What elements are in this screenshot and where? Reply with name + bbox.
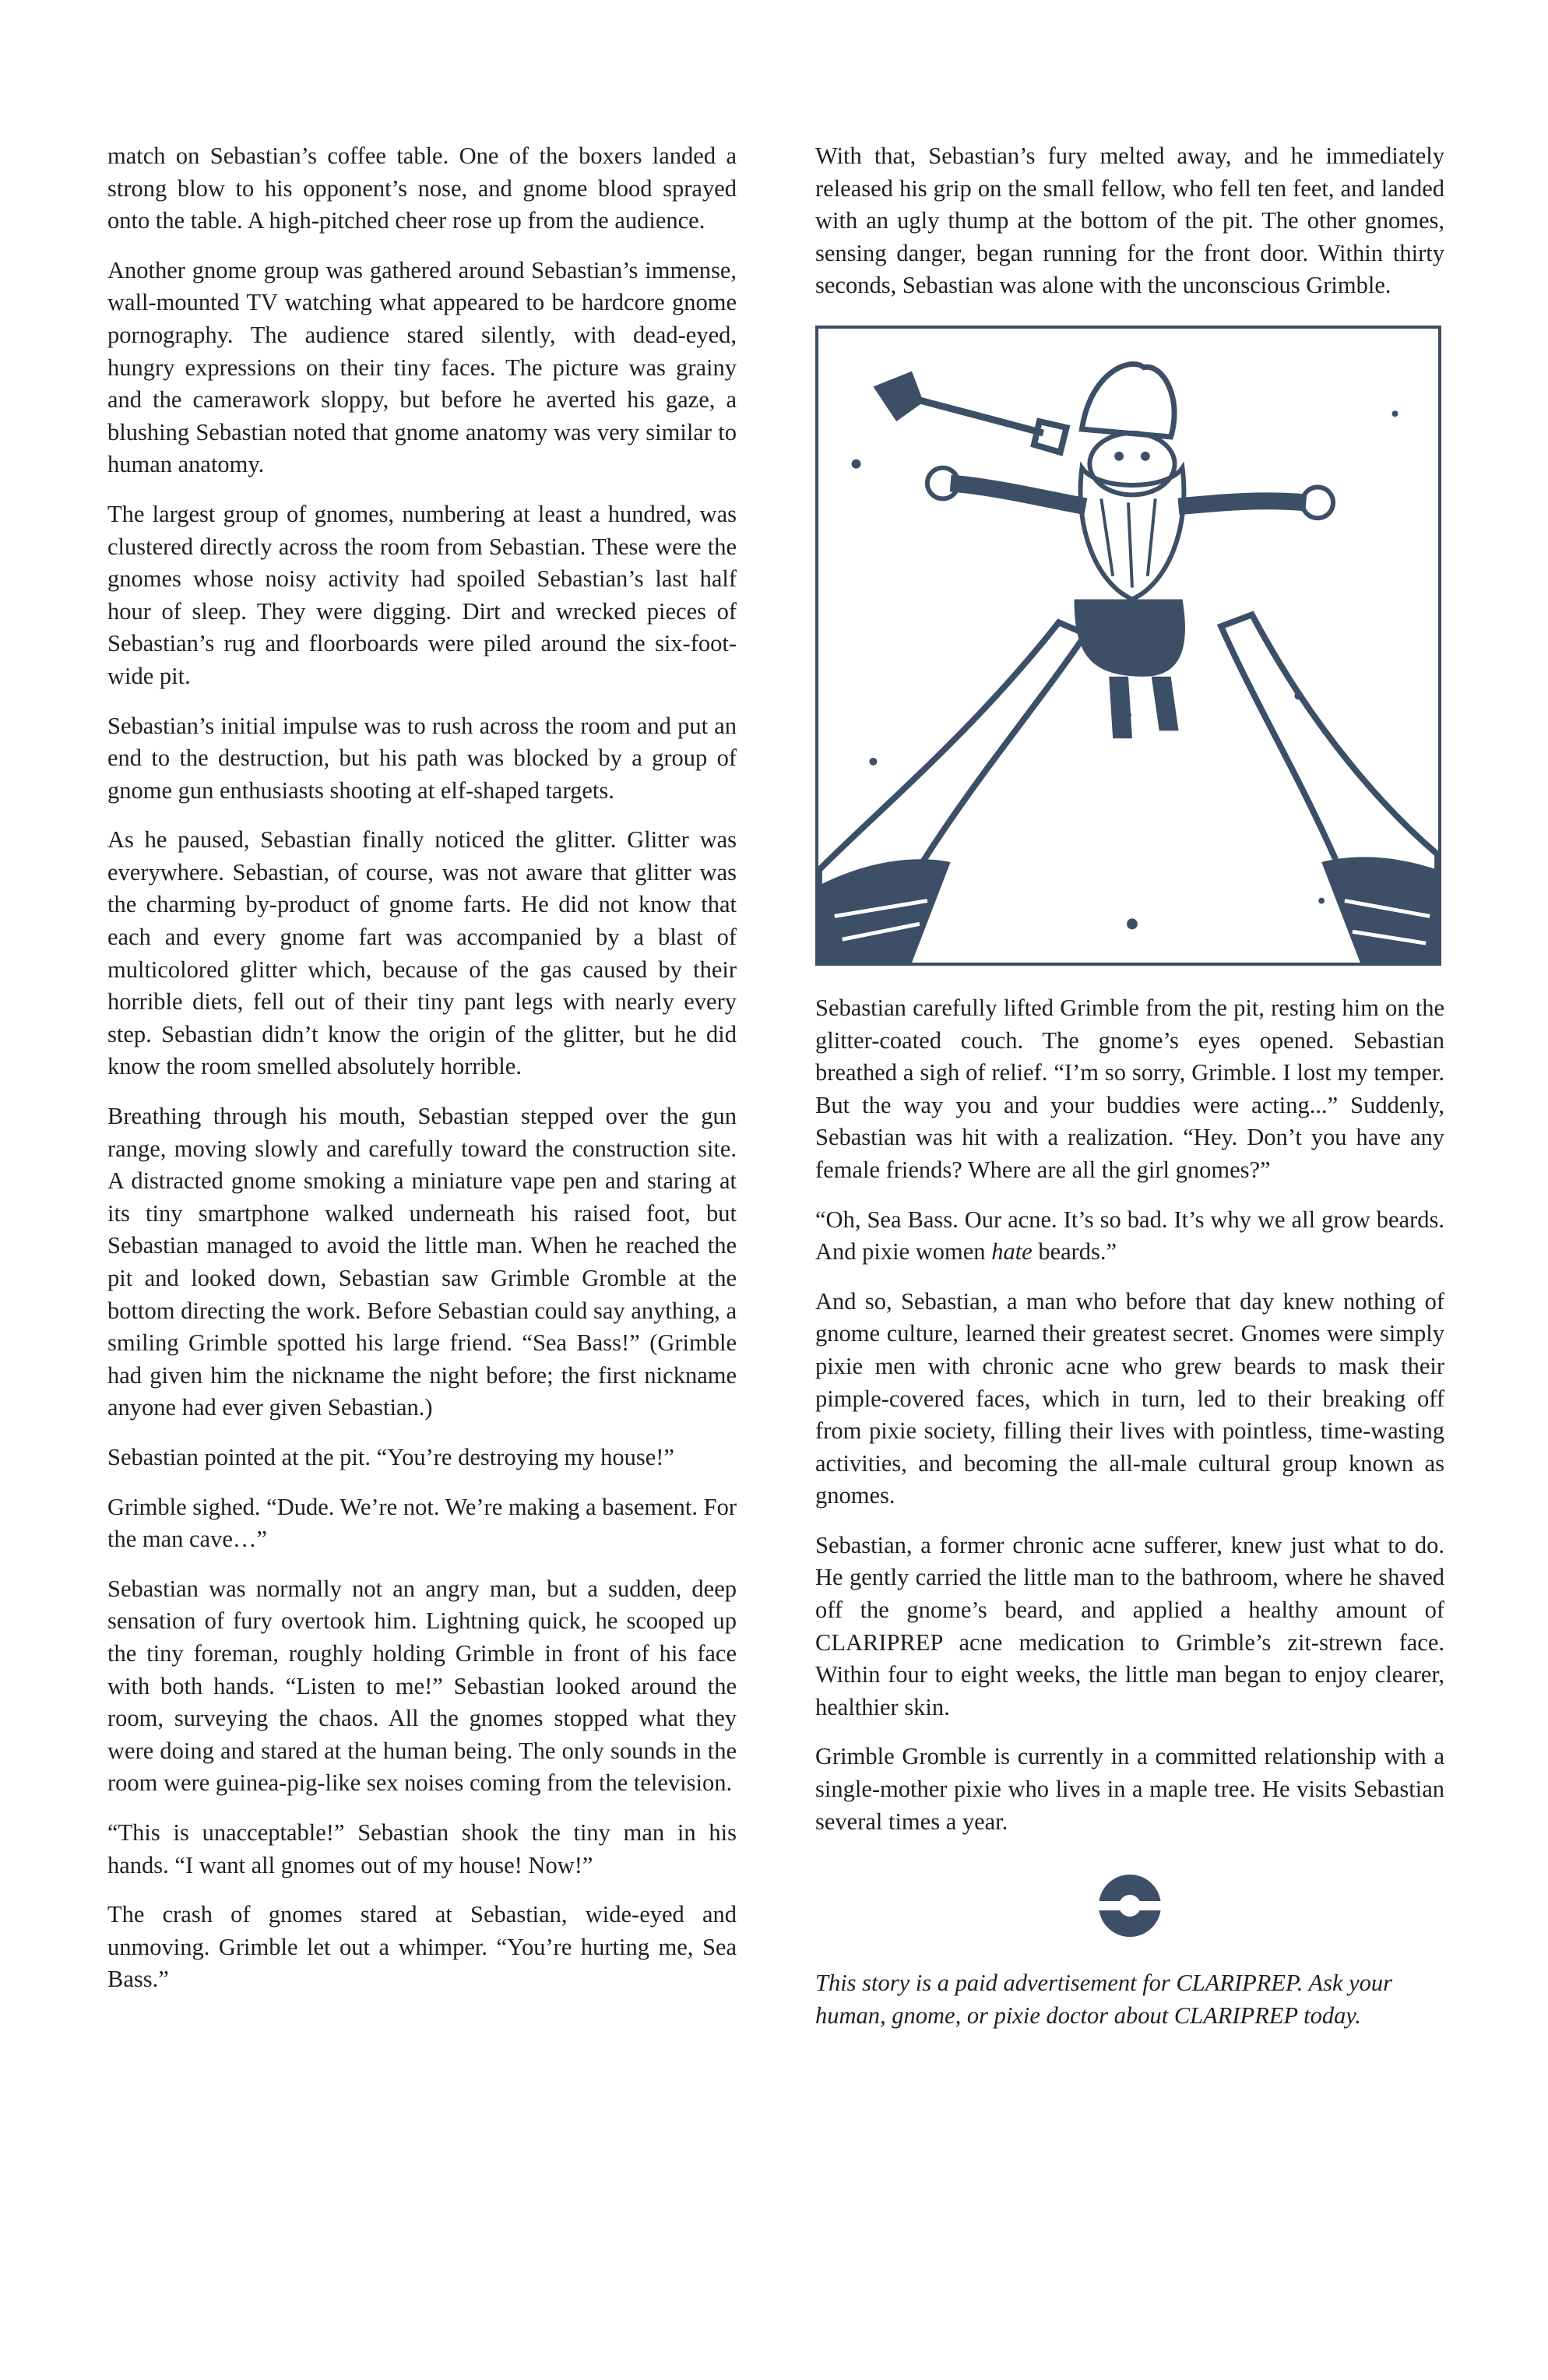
- end-of-story-circle-icon: [1095, 1871, 1165, 1941]
- story-paragraph: Grimble sighed. “Dude. We’re not. We’re making a basement. For the man cave…”: [107, 1493, 737, 1553]
- story-paragraph: With that, Sebastian’s fury melted away, and he immediately released his grip on the small fellow, who fell ten feet, and landed with an ugly thump at the bottom of the pit. The other gnomes, sensing danger, began running for the front door. Within thirty seconds, Sebastian was alone with the unconscious Grimble.: [815, 143, 1444, 299]
- story-paragraph: Sebastian carefully lifted Grimble from the pit, resting him on the glitter-coated couch. The gnome’s eyes opened. Sebastian breathed a sigh of relief. “I’m so sorry, Grimble. I lost my temper. But the way you and your buddies were acting...” Suddenly, Sebastian was hit with a realization. “Hey. Don’t you have any female friends? Where are all the girl gnomes?”: [815, 994, 1444, 1183]
- story-paragraph: And so, Sebastian, a man who before that day knew nothing of gnome culture, learned their greatest secret. Gnomes were simply pixie men with chronic acne who grew beards to mask their pimple-covered faces, which in turn, led to their breaking off from pixie society, filling their lives with pointless, time-wasting activities, and becoming the all-male cultural group known as gnomes.: [815, 1287, 1444, 1509]
- story-paragraph: As he paused, Sebastian finally noticed the glitter. Glitter was everywhere. Sebastian, of course, was not aware that glitter was the charming by-product of gnome farts. He did not know that each and every gnome fart was accompanied by a blast of multicolored glitter which, because of the gas caused by their horrible diets, fell out of their tiny pant legs with nearly every step. Sebastian didn’t know the origin of the glitter, but he did know the room smelled absolutely horrible.: [107, 826, 737, 1080]
- quote-paragraph: [815, 1204, 1444, 1269]
- end-of-story-mark: [815, 1871, 1444, 1941]
- quote-text: “Oh, Sea Bass. Our acne. It’s so bad. It’s why we all grow beards. And pixie women: [815, 1206, 1444, 1266]
- right-column: [815, 140, 1444, 2049]
- gnome-held-aloft-icon: [818, 329, 1438, 963]
- emphasis-word: hate: [991, 1238, 1033, 1266]
- story-paragraph: Breathing through his mouth, Sebastian stepped over the gun range, moving slowly and carefully toward the construction site. A distracted gnome smoking a miniature vape pen and staring at its tiny smartphone walked underneath his raised foot, but Sebastian managed to avoid the little man. When he reached the pit and looked down, Sebastian saw Grimble Gromble at the bottom directing the work. Before Sebastian could say anything, a smiling Grimble spotted his large friend. “Sea Bass!” (Grimble had given him the nickname the night before; the first nickname anyone had ever given Sebastian.): [107, 1103, 737, 1421]
- story-paragraph: match on Sebastian’s coffee table. One of the boxers landed a strong blow to his opponent’s nose, and gnome blood sprayed onto the table. A high-pitched cheer rose up from the audience.: [107, 143, 737, 234]
- story-paragraph: Sebastian, a former chronic acne sufferer, knew just what to do. He gently carried the little man to the bathroom, where he shaved off the gnome’s beard, and applied a healthy amount of CLARIPREP acne medication to Grimble’s zit-strewn face. Within four to eight weeks, the little man began to enjoy clearer, healthier skin.: [815, 1531, 1444, 1720]
- quote-text-end: beards.”: [1032, 1238, 1117, 1266]
- advertisement-disclaimer: This story is a paid advertisement for CLARIPREP. Ask your human, gnome, or pixie doctor about CLARIPREP today.: [815, 1970, 1393, 2029]
- shovel-icon: [873, 371, 1066, 452]
- left-column: [107, 140, 737, 2013]
- story-paragraph: Sebastian was normally not an angry man, but a sudden, deep sensation of fury overtook him. Lightning quick, he scooped up the tiny foreman, roughly holding Grimble in front of his face with both hands. “Listen to me!” Sebastian looked around the room, surveying the chaos. All the gnomes stopped what they were doing and stared at the human being. The only sounds in the room were guinea-pig-like sex noises coming from the television.: [107, 1575, 737, 1797]
- story-paragraph: Another gnome group was gathered around Sebastian’s immense, wall-mounted TV watching what appeared to be hardcore gnome pornography. The audience stared silently, with dead-eyed, hungry expressions on their tiny faces. The picture was grainy and the camerawork sloppy, but before he averted his gaze, a blushing Sebastian noted that gnome anatomy was very similar to human anatomy.: [107, 256, 737, 478]
- story-paragraph: Sebastian pointed at the pit. “You’re destroying my house!”: [107, 1443, 674, 1470]
- story-paragraph: “This is unacceptable!” Sebastian shook the tiny man in his hands. “I want all gnomes out of my house! Now!”: [107, 1818, 737, 1878]
- story-paragraph: Grimble Gromble is currently in a committed relationship with a single-mother pixie who lives in a maple tree. He visits Sebastian several times a year.: [815, 1743, 1444, 1835]
- story-paragraph: The largest group of gnomes, numbering at least a hundred, was clustered directly across the room from Sebastian. These were the gnomes whose noisy activity had spoiled Sebastian’s last half hour of sleep. They were digging. Dirt and wrecked pieces of Sebastian’s rug and floorboards were piled around the six-foot-wide pit.: [107, 500, 737, 689]
- story-paragraph: The crash of gnomes stared at Sebastian, wide-eyed and unmoving. Grimble let out a whimper. “You’re hurting me, Sea Bass.”: [107, 1901, 737, 1993]
- story-paragraph: Sebastian’s initial impulse was to rush across the room and put an end to the destruction, but his path was blocked by a group of gnome gun enthusiasts shooting at elf-shaped targets.: [107, 712, 737, 804]
- gnome-illustration: [815, 326, 1441, 966]
